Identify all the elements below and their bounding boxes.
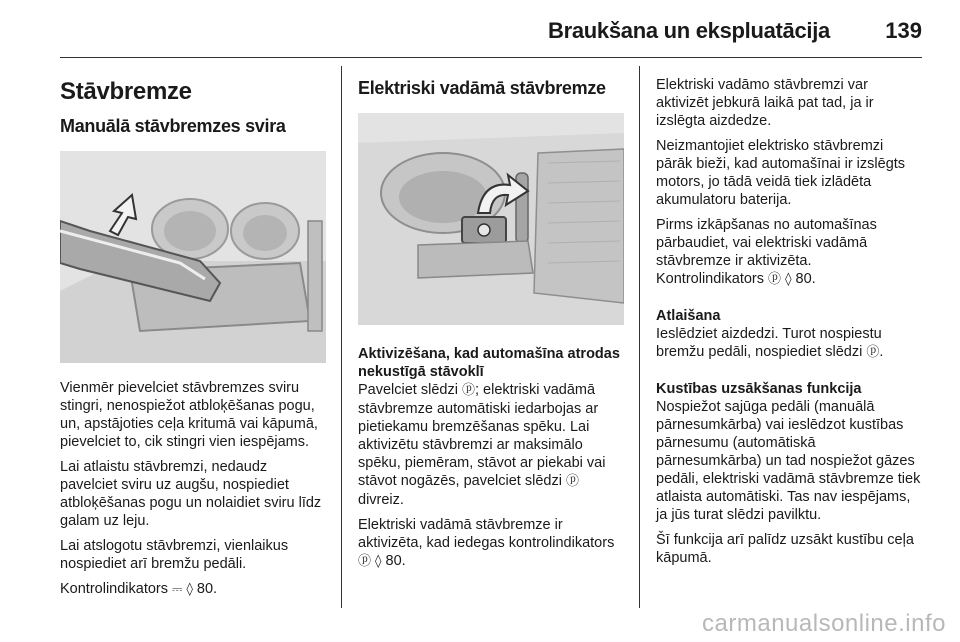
activation-text-b: ; elektriski vadāmā stāvbremze automātiski iedarbojas ar pietiekamu bremzēšanas spēku. Lai aktivizētu stāvbremzi ar maksimālo spēku, piemēram, stāvot ar piekabi vai stāvot nogāzēs, pavelciet slēdzi [358,382,606,489]
paragraph-reduce-force: Lai atslogotu stāvbremzi, vienlaikus nospiediet arī bremžu pedāli. [60,538,289,572]
driveaway-paragraph: Nospiežot sajūga pedāli (manuālā pārnesumkārba) vai ieslēdzot kustības pārnesumu (automātiskā pārnesumkārba) un tad nospiežot gāzes pedāli, elektriski vadāmā stāvbremze tiek atlaista automātiski. Tas nav iespējams, ja jūs turat slēdzi pavilktu. [656,399,921,523]
paragraph-check: Pirms izkāpšanas no automašīnas pārbaudiet, vai elektriski vadāmā stāvbremze ir aktivizēta. [656,217,877,269]
driveaway-note: Šī funkcija arī palīdz uzsākt kustību ceļa kāpumā. [656,532,914,566]
page-ref-icon-3: ◊ [785,272,792,287]
watermark: carmanualsonline.info [702,610,946,637]
manual-lever-illustration [60,151,326,363]
section-title-electric-brake: Elektriski vadāmā stāvbremze [358,78,606,98]
column-divider-2 [639,66,640,608]
brake-indicator-icon: ⎓ [172,582,183,597]
release-paragraph [656,325,922,362]
activation-text-c: divreiz. [358,492,404,508]
release-heading: Atlaišana [656,308,721,324]
release-text-b: . [879,344,884,360]
electric-brake-switch-illustration [358,113,624,325]
page-ref-icon: ◊ [186,582,193,597]
page-number: 139 [885,18,922,43]
indicator-reference-3 [656,270,922,289]
indicator-label-3: Kontrolindikators [656,271,764,287]
activation-heading: Aktivizēšana, kad automašīna atrodas nekustīgā stāvoklī [358,346,620,380]
release-text-a: Ieslēdziet aizdedzi. Turot nospiestu bremžu pedāli, nospiediet slēdzi [656,326,882,360]
parking-brake-switch-icon: ⓟ [461,383,475,398]
brake-indicator-icon-2: ⓟ [358,554,372,569]
paragraph-release: Lai atlaistu stāvbremzi, nedaudz pavelciet sviru uz augšu, nospiediet atbloķēšanas pogu un nolaidiet sviru līdz galam uz leju. [60,459,322,529]
activated-paragraph [358,516,624,571]
section-title-parking-brake: Stāvbremze [60,78,192,105]
subsection-title-manual-lever: Manuālā stāvbremzes svira [60,116,286,136]
chapter-title: Braukšana un ekspluatācija [548,18,830,43]
activated-text: Elektriski vadāmā stāvbremze ir aktivizēta, kad iedegas [358,517,563,551]
column-2 [358,66,624,578]
column-3 [656,76,922,574]
indicator-page-ref-2: 80. [385,553,406,569]
activation-paragraph [358,381,624,509]
indicator-page-ref: 80. [196,581,218,597]
paragraph-battery: Neizmantojiet elektrisko stāvbremzi pārāk bieži, kad automašīnai ir izslēgts motors, jo tādā veidā tiek izlādēta akumulatoru baterija. [656,138,906,208]
brake-indicator-icon-3: ⓟ [768,272,782,287]
indicator-page-ref-3: 80. [795,271,816,287]
parking-brake-switch-icon-3: ⓟ [866,345,880,360]
page-header [60,18,922,58]
column-divider-1 [341,66,342,608]
parking-brake-switch-icon-2: ⓟ [565,474,579,489]
indicator-label-2: kontrolindikators [508,535,615,551]
driveaway-heading: Kustības uzsākšanas funkcija [656,381,862,397]
page-ref-icon-2: ◊ [375,554,382,569]
indicator-label: Kontrolindikators [60,581,168,597]
paragraph-pull-firmly: Vienmēr pievelciet stāvbremzes sviru stingri, nenospiežot atbloķēšanas pogu, un, apstājoties ceļa kritumā vai kāpumā, pievelciet to, cik stingri vien iespējams. [60,380,318,450]
column-1 [60,66,326,606]
indicator-reference [60,580,326,599]
paragraph-anytime: Elektriski vadāmo stāvbremzi var aktivizēt jebkurā laikā pat tad, ja ir izslēgta aizdedze. [656,77,874,129]
header-divider [60,57,922,58]
activation-text-a: Pavelciet slēdzi [358,382,458,398]
